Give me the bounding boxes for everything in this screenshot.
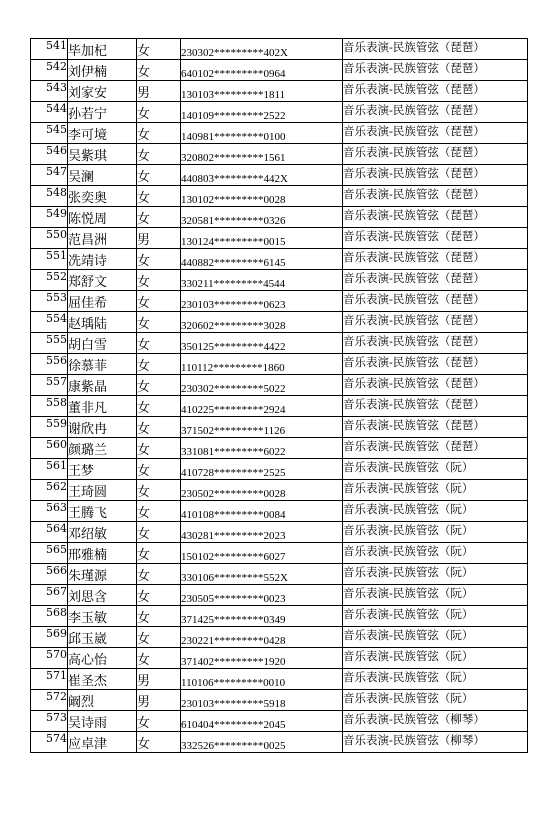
id-number: 110106*********0010 — [181, 669, 343, 690]
program-major: 音乐表演-民族管弦（阮） — [343, 480, 528, 501]
program-major: 音乐表演-民族管弦（琵琶） — [343, 354, 528, 375]
table-row — [31, 165, 528, 186]
program-major: 音乐表演-民族管弦（阮） — [343, 606, 528, 627]
id-number: 430281*********2023 — [181, 522, 343, 543]
student-gender: 女 — [137, 606, 181, 627]
student-gender: 男 — [137, 690, 181, 711]
row-number: 550 — [31, 228, 68, 249]
student-name: 陈悦周 — [68, 207, 137, 228]
row-number: 557 — [31, 375, 68, 396]
table-row — [31, 480, 528, 501]
id-number: 331081*********6022 — [181, 438, 343, 459]
table-row — [31, 354, 528, 375]
row-number: 545 — [31, 123, 68, 144]
table-row — [31, 291, 528, 312]
row-number: 547 — [31, 165, 68, 186]
id-number: 230221*********0428 — [181, 627, 343, 648]
student-name: 赵瑀陆 — [68, 312, 137, 333]
row-number: 548 — [31, 186, 68, 207]
program-major: 音乐表演-民族管弦（琵琶） — [343, 207, 528, 228]
table-row — [31, 123, 528, 144]
program-major: 音乐表演-民族管弦（琵琶） — [343, 81, 528, 102]
id-number: 371502*********1126 — [181, 417, 343, 438]
program-major: 音乐表演-民族管弦（琵琶） — [343, 333, 528, 354]
program-major: 音乐表演-民族管弦（柳琴） — [343, 711, 528, 732]
student-gender: 女 — [137, 102, 181, 123]
student-roster-table — [30, 38, 528, 753]
row-number: 573 — [31, 711, 68, 732]
table-row — [31, 270, 528, 291]
id-number: 230302*********5022 — [181, 375, 343, 396]
table-row — [31, 228, 528, 249]
student-name: 李可境 — [68, 123, 137, 144]
program-major: 音乐表演-民族管弦（阮） — [343, 543, 528, 564]
row-number: 564 — [31, 522, 68, 543]
roster-body — [31, 39, 528, 753]
student-gender: 女 — [137, 396, 181, 417]
row-number: 567 — [31, 585, 68, 606]
student-gender: 女 — [137, 144, 181, 165]
id-number: 130124*********0015 — [181, 228, 343, 249]
program-major: 音乐表演-民族管弦（阮） — [343, 522, 528, 543]
table-row — [31, 564, 528, 585]
program-major: 音乐表演-民族管弦（阮） — [343, 648, 528, 669]
id-number: 130102*********0028 — [181, 186, 343, 207]
table-row — [31, 396, 528, 417]
program-major: 音乐表演-民族管弦（琵琶） — [343, 438, 528, 459]
table-row — [31, 585, 528, 606]
row-number: 546 — [31, 144, 68, 165]
row-number: 561 — [31, 459, 68, 480]
table-row — [31, 522, 528, 543]
program-major: 音乐表演-民族管弦（琵琶） — [343, 123, 528, 144]
id-number: 320802*********1561 — [181, 144, 343, 165]
student-name: 阚烈 — [68, 690, 137, 711]
table-row — [31, 144, 528, 165]
program-major: 音乐表演-民族管弦（阮） — [343, 669, 528, 690]
program-major: 音乐表演-民族管弦（琵琶） — [343, 249, 528, 270]
row-number: 552 — [31, 270, 68, 291]
student-name: 王梦 — [68, 459, 137, 480]
id-number: 410108*********0084 — [181, 501, 343, 522]
table-row — [31, 501, 528, 522]
student-gender: 女 — [137, 249, 181, 270]
student-name: 颜璐兰 — [68, 438, 137, 459]
student-gender: 男 — [137, 228, 181, 249]
student-name: 孙若宁 — [68, 102, 137, 123]
student-gender: 女 — [137, 627, 181, 648]
row-number: 551 — [31, 249, 68, 270]
row-number: 543 — [31, 81, 68, 102]
program-major: 音乐表演-民族管弦（琵琶） — [343, 60, 528, 81]
row-number: 541 — [31, 39, 68, 60]
table-row — [31, 669, 528, 690]
student-name: 吴澜 — [68, 165, 137, 186]
table-row — [31, 39, 528, 60]
row-number: 559 — [31, 417, 68, 438]
row-number: 569 — [31, 627, 68, 648]
table-row — [31, 543, 528, 564]
id-number: 640102*********0964 — [181, 60, 343, 81]
row-number: 554 — [31, 312, 68, 333]
student-gender: 女 — [137, 291, 181, 312]
id-number: 230302*********402X — [181, 39, 343, 60]
program-major: 音乐表演-民族管弦（琵琶） — [343, 165, 528, 186]
student-name: 李玉敏 — [68, 606, 137, 627]
id-number: 332526*********0025 — [181, 732, 343, 753]
table-row — [31, 81, 528, 102]
row-number: 571 — [31, 669, 68, 690]
student-gender: 女 — [137, 375, 181, 396]
student-gender: 女 — [137, 39, 181, 60]
student-name: 谢欣冉 — [68, 417, 137, 438]
program-major: 音乐表演-民族管弦（琵琶） — [343, 417, 528, 438]
student-gender: 女 — [137, 564, 181, 585]
row-number: 574 — [31, 732, 68, 753]
row-number: 549 — [31, 207, 68, 228]
table-row — [31, 690, 528, 711]
program-major: 音乐表演-民族管弦（柳琴） — [343, 732, 528, 753]
id-number: 150102*********6027 — [181, 543, 343, 564]
program-major: 音乐表演-民族管弦（阮） — [343, 564, 528, 585]
row-number: 555 — [31, 333, 68, 354]
program-major: 音乐表演-民族管弦（琵琶） — [343, 270, 528, 291]
student-name: 徐慕菲 — [68, 354, 137, 375]
student-name: 冼靖诗 — [68, 249, 137, 270]
student-name: 郑舒文 — [68, 270, 137, 291]
student-name: 董非凡 — [68, 396, 137, 417]
student-name: 邱玉崴 — [68, 627, 137, 648]
student-name: 吴诗雨 — [68, 711, 137, 732]
program-major: 音乐表演-民族管弦（阮） — [343, 585, 528, 606]
id-number: 230103*********0623 — [181, 291, 343, 312]
student-gender: 女 — [137, 165, 181, 186]
student-name: 高心怡 — [68, 648, 137, 669]
student-gender: 女 — [137, 270, 181, 291]
program-major: 音乐表演-民族管弦（阮） — [343, 501, 528, 522]
table-row — [31, 711, 528, 732]
program-major: 音乐表演-民族管弦（琵琶） — [343, 375, 528, 396]
id-number: 350125*********4422 — [181, 333, 343, 354]
student-gender: 女 — [137, 438, 181, 459]
row-number: 563 — [31, 501, 68, 522]
program-major: 音乐表演-民族管弦（阮） — [343, 690, 528, 711]
student-gender: 女 — [137, 732, 181, 753]
table-row — [31, 732, 528, 753]
table-row — [31, 627, 528, 648]
id-number: 230103*********5918 — [181, 690, 343, 711]
table-row — [31, 333, 528, 354]
row-number: 556 — [31, 354, 68, 375]
id-number: 320581*********0326 — [181, 207, 343, 228]
student-gender: 女 — [137, 585, 181, 606]
program-major: 音乐表演-民族管弦（琵琶） — [343, 396, 528, 417]
table-row — [31, 606, 528, 627]
table-row — [31, 375, 528, 396]
row-number: 558 — [31, 396, 68, 417]
student-name: 屈佳希 — [68, 291, 137, 312]
student-gender: 女 — [137, 207, 181, 228]
student-gender: 女 — [137, 60, 181, 81]
table-row — [31, 207, 528, 228]
student-name: 王琦圆 — [68, 480, 137, 501]
table-row — [31, 60, 528, 81]
table-row — [31, 459, 528, 480]
id-number: 110112*********1860 — [181, 354, 343, 375]
student-gender: 女 — [137, 543, 181, 564]
student-gender: 女 — [137, 312, 181, 333]
table-row — [31, 186, 528, 207]
row-number: 560 — [31, 438, 68, 459]
student-name: 刘思含 — [68, 585, 137, 606]
row-number: 565 — [31, 543, 68, 564]
row-number: 562 — [31, 480, 68, 501]
table-row — [31, 102, 528, 123]
student-name: 毕加杞 — [68, 39, 137, 60]
id-number: 330106*********552X — [181, 564, 343, 585]
student-name: 邓绍敏 — [68, 522, 137, 543]
student-gender: 女 — [137, 417, 181, 438]
id-number: 230502*********0028 — [181, 480, 343, 501]
student-gender: 女 — [137, 123, 181, 144]
id-number: 610404*********2045 — [181, 711, 343, 732]
student-name: 吴紫琪 — [68, 144, 137, 165]
student-name: 崔圣杰 — [68, 669, 137, 690]
row-number: 568 — [31, 606, 68, 627]
student-name: 应卓津 — [68, 732, 137, 753]
id-number: 371402*********1920 — [181, 648, 343, 669]
id-number: 410225*********2924 — [181, 396, 343, 417]
program-major: 音乐表演-民族管弦（阮） — [343, 459, 528, 480]
program-major: 音乐表演-民族管弦（琵琶） — [343, 102, 528, 123]
student-gender: 男 — [137, 669, 181, 690]
student-gender: 男 — [137, 81, 181, 102]
student-gender: 女 — [137, 354, 181, 375]
row-number: 570 — [31, 648, 68, 669]
student-name: 张奕奥 — [68, 186, 137, 207]
row-number: 566 — [31, 564, 68, 585]
student-gender: 女 — [137, 522, 181, 543]
table-row — [31, 438, 528, 459]
student-gender: 女 — [137, 459, 181, 480]
student-name: 王腾飞 — [68, 501, 137, 522]
id-number: 320602*********3028 — [181, 312, 343, 333]
id-number: 410728*********2525 — [181, 459, 343, 480]
program-major: 音乐表演-民族管弦（琵琶） — [343, 39, 528, 60]
table-row — [31, 417, 528, 438]
program-major: 音乐表演-民族管弦（琵琶） — [343, 312, 528, 333]
student-gender: 女 — [137, 333, 181, 354]
id-number: 130103*********1811 — [181, 81, 343, 102]
id-number: 330211*********4544 — [181, 270, 343, 291]
row-number: 542 — [31, 60, 68, 81]
student-name: 刘家安 — [68, 81, 137, 102]
id-number: 140981*********0100 — [181, 123, 343, 144]
program-major: 音乐表演-民族管弦（琵琶） — [343, 228, 528, 249]
student-name: 朱瑾源 — [68, 564, 137, 585]
student-name: 刘伊楠 — [68, 60, 137, 81]
table-row — [31, 312, 528, 333]
program-major: 音乐表演-民族管弦（琵琶） — [343, 291, 528, 312]
student-gender: 女 — [137, 648, 181, 669]
student-gender: 女 — [137, 711, 181, 732]
table-row — [31, 249, 528, 270]
id-number: 440882*********6145 — [181, 249, 343, 270]
id-number: 230505*********0023 — [181, 585, 343, 606]
id-number: 440803*********442X — [181, 165, 343, 186]
student-gender: 女 — [137, 501, 181, 522]
student-gender: 女 — [137, 480, 181, 501]
row-number: 553 — [31, 291, 68, 312]
student-name: 康紫晶 — [68, 375, 137, 396]
id-number: 140109*********2522 — [181, 102, 343, 123]
student-gender: 女 — [137, 186, 181, 207]
student-name: 邢雅楠 — [68, 543, 137, 564]
id-number: 371425*********0349 — [181, 606, 343, 627]
student-name: 范昌洲 — [68, 228, 137, 249]
program-major: 音乐表演-民族管弦（阮） — [343, 627, 528, 648]
row-number: 572 — [31, 690, 68, 711]
table-row — [31, 648, 528, 669]
row-number: 544 — [31, 102, 68, 123]
student-name: 胡白雪 — [68, 333, 137, 354]
program-major: 音乐表演-民族管弦（琵琶） — [343, 186, 528, 207]
program-major: 音乐表演-民族管弦（琵琶） — [343, 144, 528, 165]
